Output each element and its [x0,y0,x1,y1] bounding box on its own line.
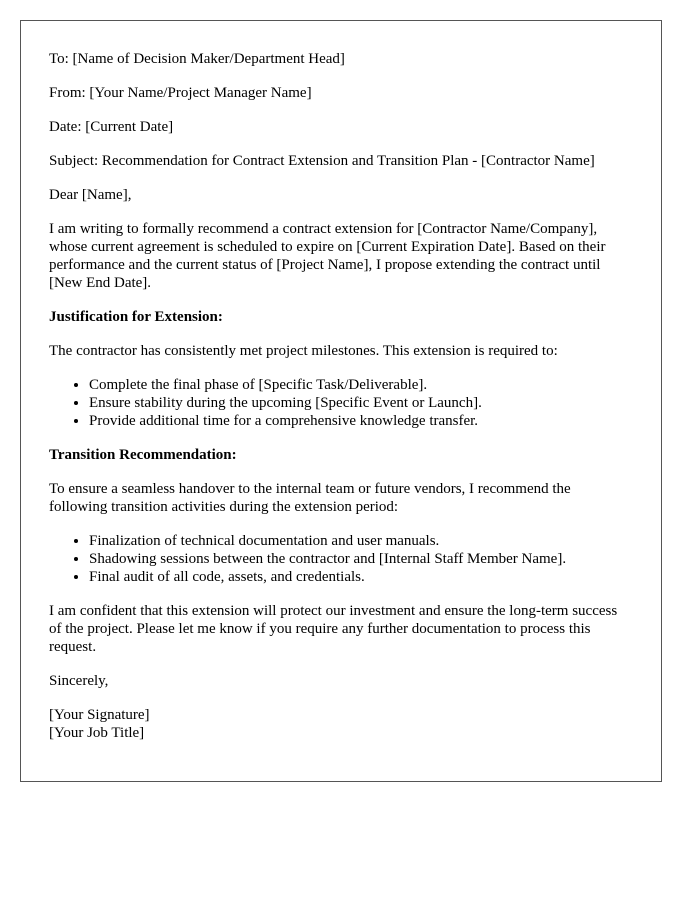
intro-paragraph: I am writing to formally recommend a contract extension for [Contractor Name/Company], whose current agreement is scheduled to expire on [Current Expiration Date]. Based on their performance and the current status of [Project Name], I propose extending the contract until [New End Date]. [49,221,606,291]
letter [20,20,662,782]
salutation: Dear [Name], [49,187,132,203]
list-item: • Shadowing sessions between the contractor and [Internal Staff Member Name]. [89,550,632,568]
signature: [Your Signature] [49,707,150,723]
job-title: [Your Job Title] [49,725,145,741]
list-item: • Provide additional time for a comprehensive knowledge transfer. [89,412,632,430]
transition-heading: Transition Recommendation: [49,447,237,463]
list-item: • Final audit of all code, assets, and credentials. [89,568,632,586]
list-item: • Finalization of technical documentation and user manuals. [89,532,632,550]
justification-text: The contractor has consistently met project milestones. This extension is required to: [49,343,558,359]
from-line: From: [Your Name/Project Manager Name] [49,85,312,101]
list-item: • Ensure stability during the upcoming [Specific Event or Launch]. [89,394,632,412]
justification-list [49,376,632,430]
closing: Sincerely, [49,673,109,689]
date-line: Date: [Current Date] [49,119,174,135]
signature-block [49,706,632,742]
closing-paragraph: I am confident that this extension will protect our investment and ensure the long-term success of the project. Please let me know if you require any further documentation to process this request. [49,603,618,655]
subject-line: Subject: Recommendation for Contract Extension and Transition Plan - [Contractor Name] [49,153,595,169]
to-line: To: [Name of Decision Maker/Department Head] [49,51,345,67]
transition-list [49,532,632,586]
list-item: • Complete the final phase of [Specific Task/Deliverable]. [89,376,632,394]
justification-heading: Justification for Extension: [49,309,223,325]
transition-text: To ensure a seamless handover to the internal team or future vendors, I recommend the following transition activities during the extension period: [49,481,571,515]
